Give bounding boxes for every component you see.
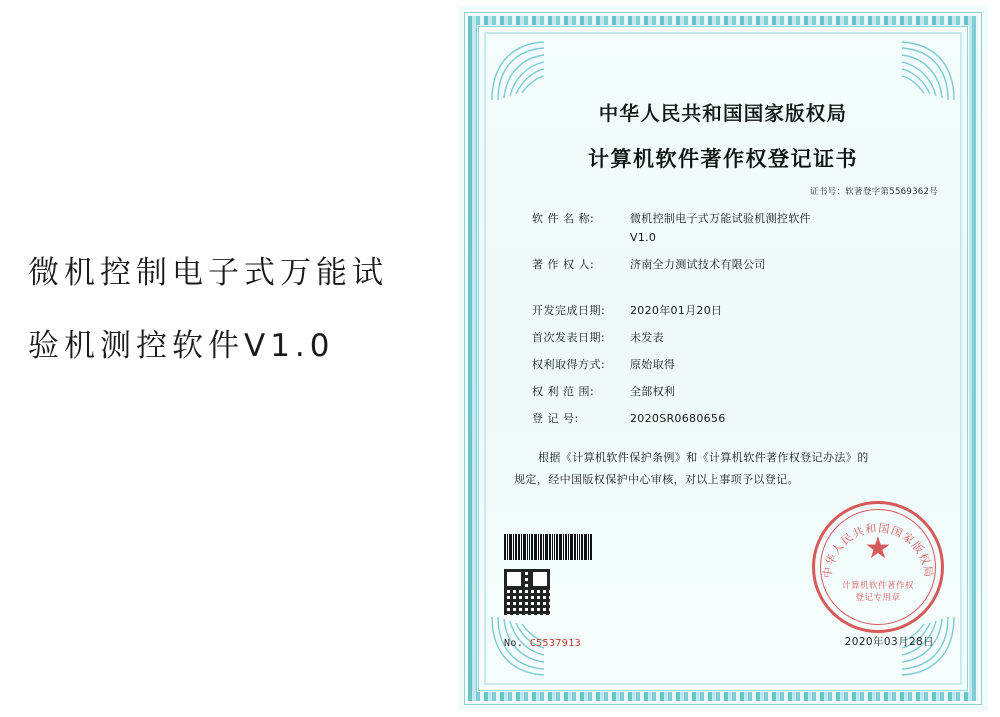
barcode <box>504 534 614 560</box>
field-first-publish-date <box>532 330 942 346</box>
certificate-number: 证书号：软著登字第5569362号 <box>810 187 938 197</box>
seal-arc-textpath: 中华人民共和国国家版权局 <box>820 521 936 579</box>
field-label: 权利取得方式: <box>532 357 606 371</box>
certificate-serial <box>504 638 581 649</box>
caption-line-1: 微机控制电子式万能试 <box>28 255 388 291</box>
field-rights-scope <box>532 384 942 400</box>
seal-bottom-text <box>815 581 941 604</box>
field-value <box>630 211 942 246</box>
barcode-area <box>504 534 614 615</box>
image-caption <box>28 255 448 404</box>
certificate-fields <box>504 211 942 427</box>
certificate-issue-date: 2020年03月28日 <box>844 636 934 648</box>
field-development-date <box>532 303 942 319</box>
field-label: 开发完成日期: <box>532 303 606 317</box>
certificate-issuer-title: 中华人民共和国国家版权局 <box>598 102 848 125</box>
statement-line-1: 根据《计算机软件保护条例》和《计算机软件著作权登记办法》的 <box>538 450 869 464</box>
serial-prefix: No. <box>504 638 524 649</box>
field-value-subtext: V1.0 <box>630 230 657 244</box>
field-value: 济南全力测试技术有限公司 <box>630 257 766 271</box>
field-copyright-owner <box>532 257 942 273</box>
field-value: 原始取得 <box>630 357 676 371</box>
field-label: 登 记 号: <box>532 411 579 425</box>
field-value: 2020SR0680656 <box>630 411 726 425</box>
field-acquisition-method <box>532 357 942 373</box>
qr-code <box>504 569 550 615</box>
field-label: 权 利 范 围: <box>532 384 595 398</box>
field-label: 首次发表日期: <box>532 330 606 344</box>
seal-bottom-line-1: 计算机软件著作权 <box>841 581 914 592</box>
field-registration-number <box>532 411 942 427</box>
field-software-name <box>532 211 942 246</box>
field-value: 全部权利 <box>630 384 676 398</box>
field-value: 2020年01月20日 <box>630 303 723 317</box>
field-value: 未发表 <box>630 330 664 344</box>
field-value-text: 微机控制电子式万能试验机测控软件 <box>630 212 811 225</box>
certificate-main-title: 计算机软件著作权登记证书 <box>588 146 858 171</box>
field-label: 著 作 权 人: <box>532 257 595 271</box>
copyright-certificate <box>458 6 988 711</box>
official-seal: 中华人民共和国国家版权局 ★ 计算机软件著作权 登记专用章 <box>812 501 944 633</box>
serial-value: C5537913 <box>529 638 582 649</box>
caption-line-2: 验机测控软件V1.0 <box>28 328 335 364</box>
field-label: 软 件 名 称: <box>532 212 595 225</box>
statement-line-2: 规定，经中国版权保护中心审核，对以上事项予以登记。 <box>514 472 799 486</box>
certificate-statement <box>504 447 942 491</box>
seal-bottom-line-2: 登记专用章 <box>855 592 901 603</box>
